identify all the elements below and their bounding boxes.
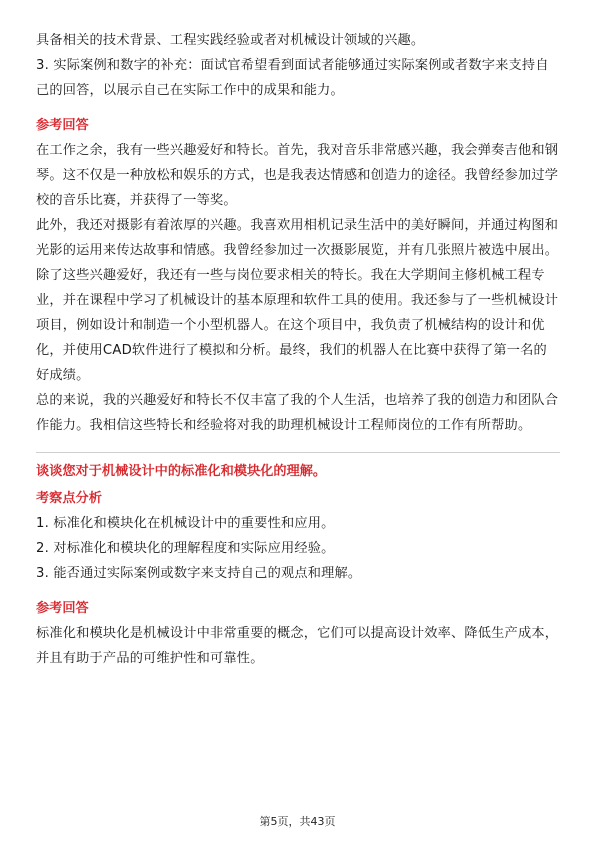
section-divider <box>36 452 560 453</box>
answer-paragraph-music: 在工作之余，我有一些兴趣爱好和特长。首先，我对音乐非常感兴趣，我会弹奏吉他和钢琴。这不仅是一种放松和娱乐的方式，也是我表达情感和创造力的途径。我曾经参加过学校的音乐比赛，并获得了一等奖。 <box>36 143 559 208</box>
paragraph-case-numbers: 3. 实际案例和数字的补充：面试官希望看到面试者能够通过实际案例或者数字来支持自己的回答，以展示自己在实际工作中的成果和能力。 <box>36 58 549 98</box>
answer-paragraph-photography: 此外，我还对摄影有着浓厚的兴趣。我喜欢用相机记录生活中的美好瞬间，并通过构图和光影的运用来传达故事和情感。我曾经参加过一次摄影展览，并有几张照片被选中展出。 <box>36 218 559 258</box>
analysis-point-1: 1. 标准化和模块化在机械设计中的重要性和应用。 <box>36 516 335 531</box>
question-title: 谈谈您对于机械设计中的标准化和模块化的理解。 <box>36 464 327 479</box>
reference-answer-heading-2: 参考回答 <box>36 601 89 616</box>
answer-paragraph-standardization: 标准化和模块化是机械设计中非常重要的概念，它们可以提高设计效率、降低生产成本，并且有助于产品的可维护性和可靠性。 <box>36 626 559 666</box>
page-number: 第5页，共43页 <box>259 815 336 828</box>
analysis-point-3: 3. 能否通过实际案例或数字来支持自己的观点和理解。 <box>36 566 362 581</box>
paragraph-background: 具备相关的技术背景、工程实践经验或者对机械设计领域的兴趣。 <box>36 33 425 48</box>
reference-answer-heading: 参考回答 <box>36 118 89 133</box>
analysis-point-2: 2. 对标准化和模块化的理解程度和实际应用经验。 <box>36 541 335 556</box>
document-page <box>36 28 560 671</box>
analysis-heading: 考察点分析 <box>36 491 102 506</box>
answer-paragraph-skills: 除了这些兴趣爱好，我还有一些与岗位要求相关的特长。我在大学期间主修机械工程专业，并在课程中学习了机械设计的基本原理和软件工具的使用。我还参与了一些机械设计项目，例如设计和制造一个小型机器人。在这个项目中，我负责了机械结构的设计和优化，并使用CAD软件进行了模拟和分析。最终，我们的机器人在比赛中获得了第一名的好成绩。 <box>36 268 559 383</box>
answer-paragraph-summary: 总的来说，我的兴趣爱好和特长不仅丰富了我的个人生活，也培养了我的创造力和团队合作能力。我相信这些特长和经验将对我的助理机械设计工程师岗位的工作有所帮助。 <box>36 393 559 433</box>
